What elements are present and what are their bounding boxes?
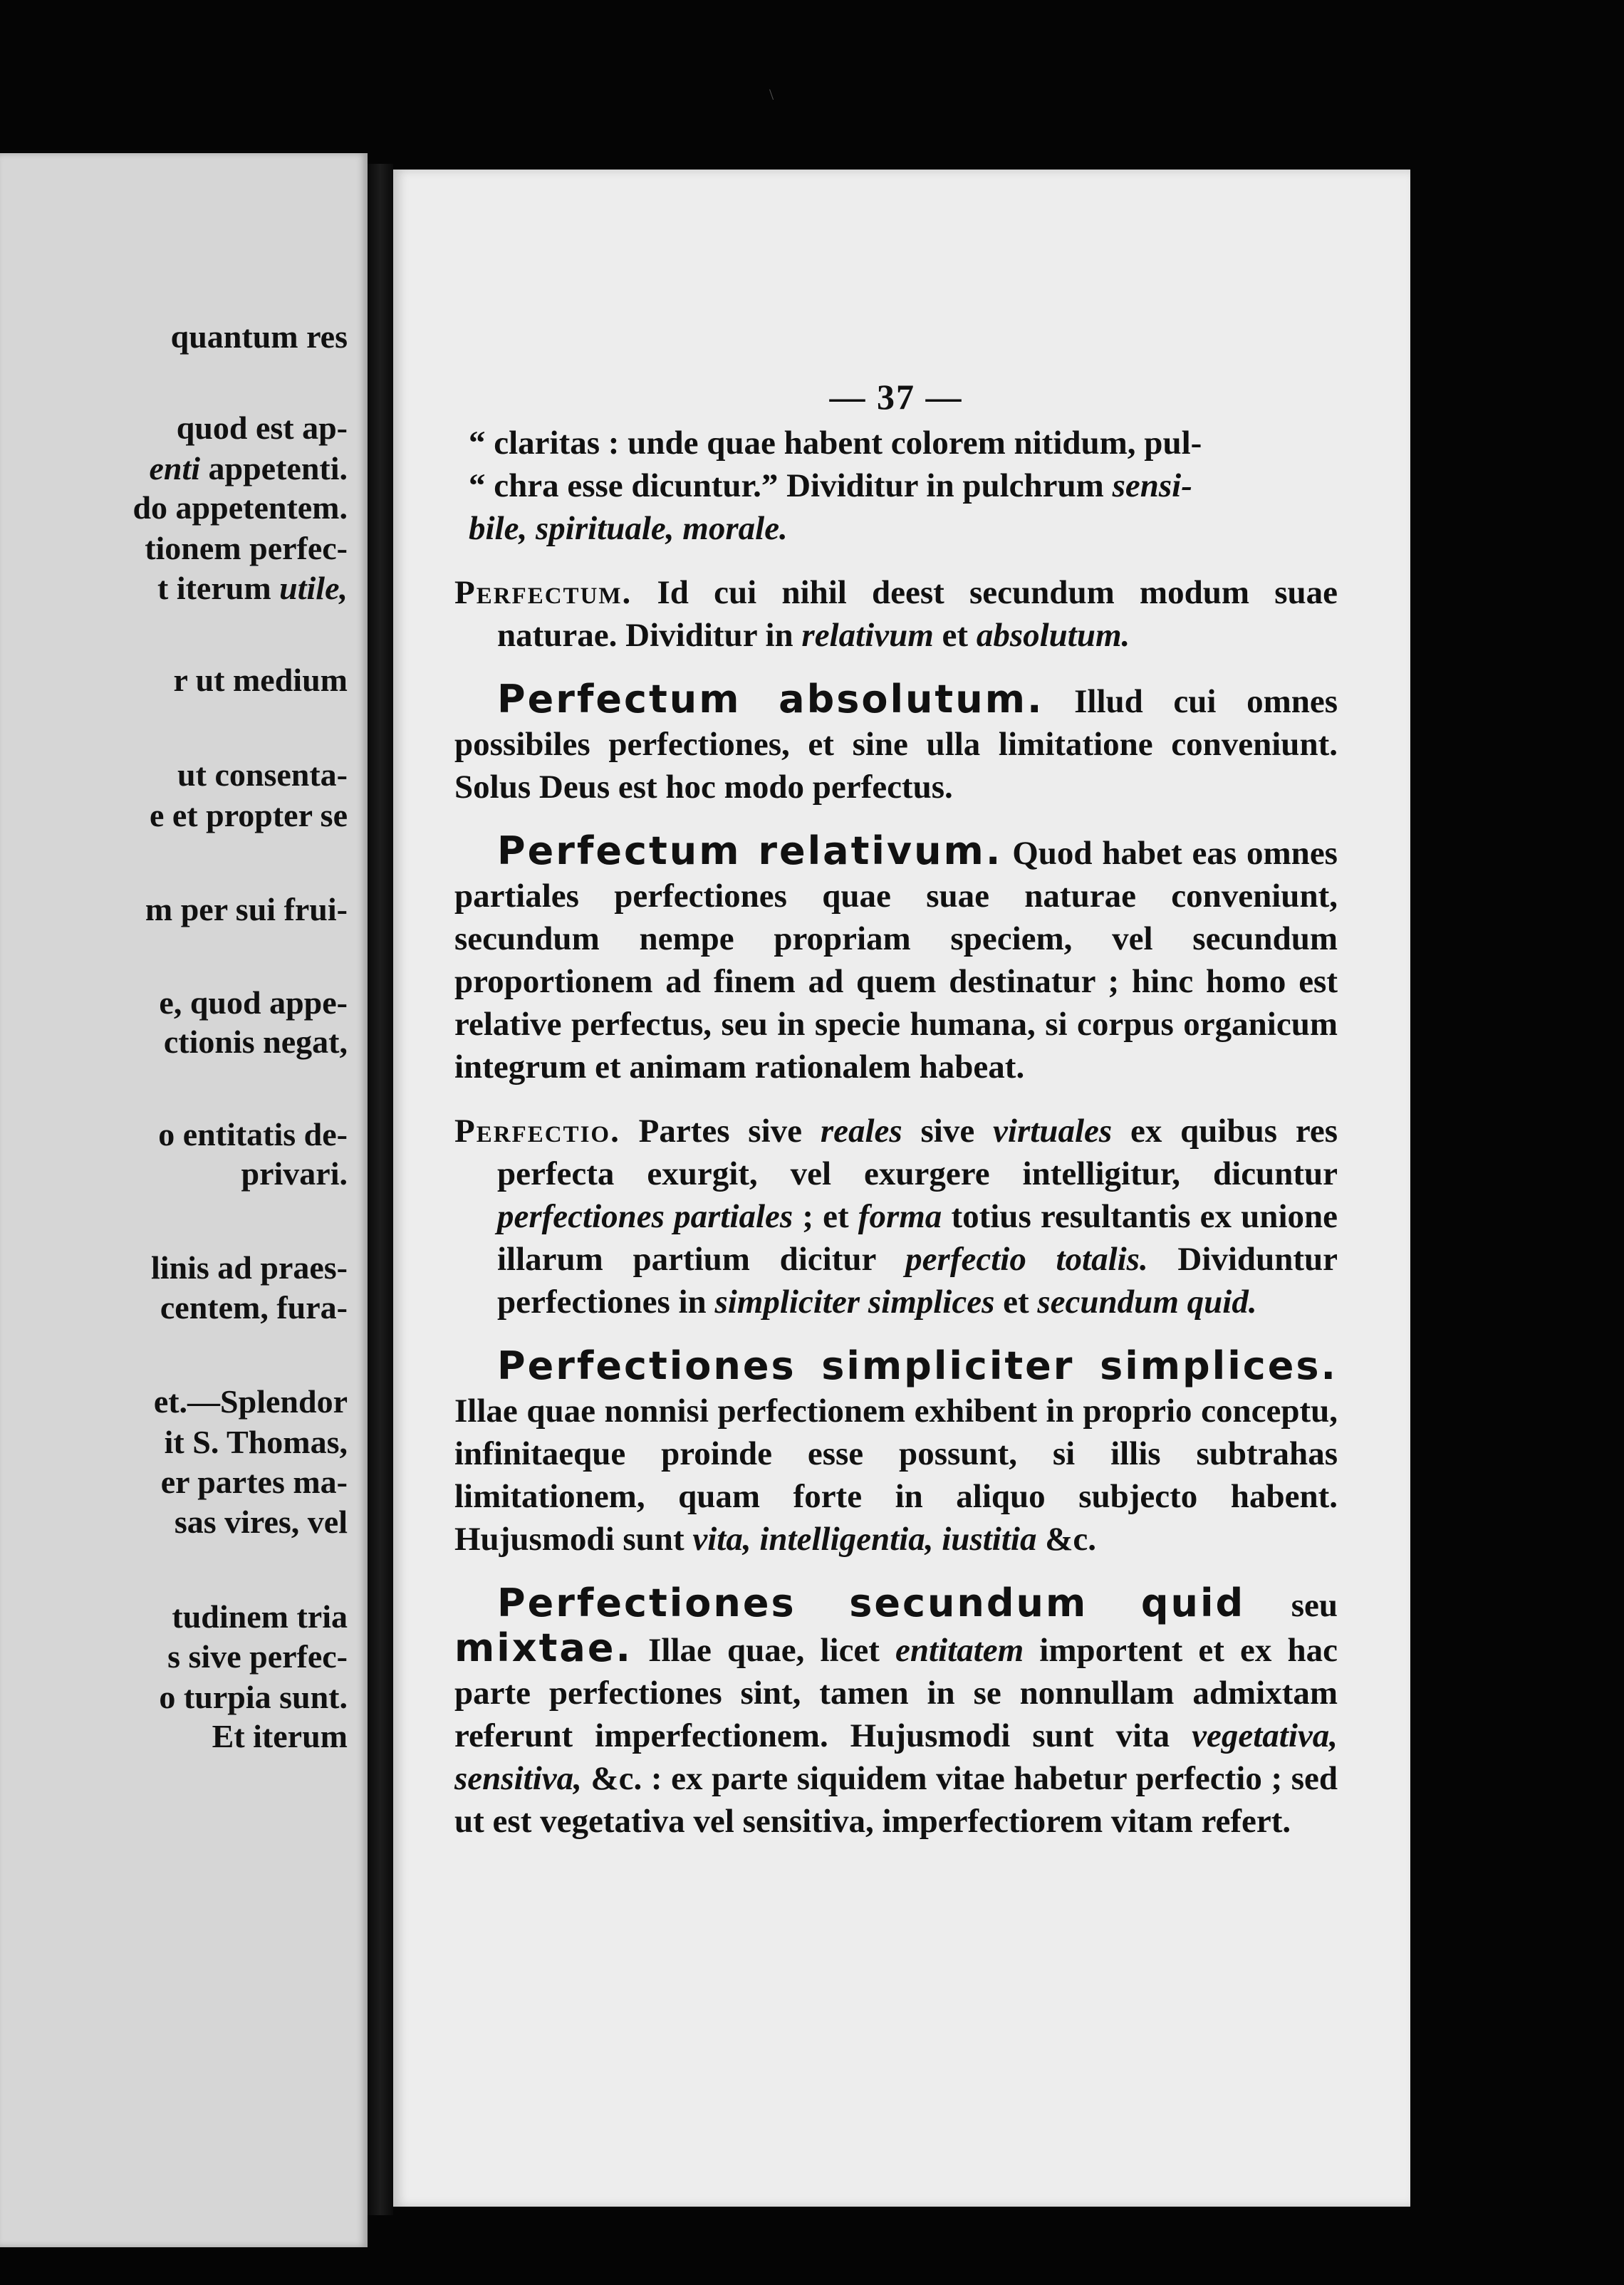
left-page-line <box>172 1600 348 1633</box>
left-page-line <box>157 572 348 605</box>
entry-text: importent et ex hac parte perfectiones sint, tamen in se nonnullam admixtam referunt imperfectionem. Hujusmodi sunt vita <box>454 1632 1338 1754</box>
entry-text: Illud cui omnes possibiles perfectiones, et sine ulla limitatione conveniunt. Solus Deus est hoc modo perfectus. <box>454 683 1338 806</box>
page-content <box>454 376 1338 1843</box>
quote-line-1: “ claritas : unde quae habent colorem nitidum, pul- <box>469 425 1202 462</box>
entry-italic: reales <box>820 1113 902 1150</box>
page-number: — 37 — <box>829 377 963 417</box>
left-page-line <box>145 532 348 565</box>
entry-text: Partes sive <box>620 1113 821 1150</box>
entry-relativum <box>454 830 1338 1088</box>
entry-italic: simpliciter simplices <box>714 1284 995 1321</box>
left-page-line <box>177 412 348 444</box>
left-page-text: o entitatis de- <box>158 1116 348 1152</box>
left-page-text: ctionis negat, <box>163 1024 348 1060</box>
left-page-line <box>161 1466 348 1499</box>
left-page-line <box>159 1681 348 1714</box>
entry-text: Quod habet eas omnes partiales perfectiones quae suae naturae conveniunt, secundum nempe propriam speciem, vel secundum proportionem ad finem ad quem destinatur ; hinc homo est relative perfectus, seu in specie humana, si corpus organicum integrum et animam rationalem habeat. <box>454 835 1338 1086</box>
entry-italic: perfectio totalis. <box>905 1241 1148 1278</box>
entry-absolutum <box>454 678 1338 808</box>
left-page-line <box>167 1640 348 1673</box>
left-page-line <box>177 756 348 793</box>
left-page-line <box>158 1118 348 1151</box>
entry-italic: forma <box>858 1198 942 1235</box>
left-page-text: tionem perfec- <box>145 530 348 566</box>
left-page-text: privari. <box>241 1155 348 1192</box>
left-page-line <box>159 984 348 1021</box>
entry-heading: Perfectiones simpliciter simplices. <box>497 1343 1338 1388</box>
left-page-text: m per sui frui- <box>145 891 348 927</box>
entry-text: ; et <box>793 1198 858 1235</box>
quote-paragraph <box>454 422 1338 550</box>
left-page-line <box>164 1026 348 1058</box>
left-page-line <box>170 318 348 355</box>
left-page-line <box>212 1720 348 1753</box>
left-page-text: appetenti. <box>200 450 348 486</box>
entry-text: &c. : ex parte siquidem vitae habetur perfectio ; sed ut est vegetativa vel sensitiva, imperfectiorem vitam refert. <box>454 1760 1338 1840</box>
entry-text: totius resultantis ex unione illarum partium dicitur <box>497 1198 1338 1278</box>
left-page-text: it S. Thomas, <box>164 1424 348 1460</box>
entry-italic: relativum <box>801 617 934 654</box>
left-page-text: r ut medium <box>173 662 348 698</box>
scan-mark: \ <box>769 85 774 103</box>
entry-text: Id cui nihil deest secundum modum suae naturae. Dividitur in <box>497 574 1338 654</box>
left-page-line <box>175 1506 348 1539</box>
entry-heading: Perfectiones secundum quid <box>497 1581 1246 1625</box>
left-page-text: linis ad praes- <box>150 1249 348 1286</box>
left-page-line <box>154 1385 348 1418</box>
left-page-line <box>160 1291 348 1324</box>
left-page-line <box>132 491 348 524</box>
left-page-text: er partes ma- <box>160 1464 348 1500</box>
entry-perfectum <box>454 571 1338 657</box>
left-page-text: Et iterum <box>212 1718 348 1754</box>
entry-heading: Perfectum relativum. <box>497 828 1003 873</box>
left-page-text: s sive perfec- <box>167 1638 348 1675</box>
left-page-line <box>150 799 348 832</box>
entry-term: Perfectum. <box>454 574 633 611</box>
entry-text: &c. <box>1036 1521 1096 1558</box>
entry-italic: perfectiones partiales <box>497 1198 793 1235</box>
entry-text: et <box>933 617 977 654</box>
left-page-text: sas vires, vel <box>174 1504 348 1540</box>
entry-text: Illae quae, licet <box>633 1632 896 1669</box>
entry-heading-2: mixtae. <box>454 1625 633 1670</box>
entry-text: Illae quae nonnisi perfectionem exhibent in proprio conceptu, infinitaeque proinde esse possunt, si illis subtrahas limitationem, quam forte in aliquo subjecto habent. Hujusmodi sunt <box>454 1393 1338 1558</box>
left-page-line <box>145 893 348 926</box>
entry-heading: Perfectum absolutum. <box>497 677 1044 722</box>
left-page-text: t iterum <box>157 570 280 606</box>
left-page-text: centem, fura- <box>160 1289 348 1326</box>
quote-line-3: bile, spirituale, morale. <box>469 510 788 547</box>
quote-line-2-italic: sensi- <box>1112 467 1192 504</box>
entry-italic: absolutum. <box>976 617 1130 654</box>
left-page-line <box>151 1251 348 1284</box>
left-page-italic: utile, <box>279 570 348 606</box>
left-page-text: quod est ap- <box>176 410 348 446</box>
entry-italic: virtuales <box>993 1113 1113 1150</box>
entry-text: et <box>994 1284 1038 1321</box>
entry-secundum-quid <box>454 1582 1338 1843</box>
left-page-text: quantum res <box>170 318 348 355</box>
left-page-line <box>241 1157 348 1190</box>
left-page-text: ut consenta- <box>177 756 348 793</box>
left-page-text: e, quod appe- <box>159 984 348 1021</box>
entry-perfectio <box>454 1110 1338 1323</box>
left-page <box>0 153 368 2247</box>
entry-italic: entitatem <box>895 1632 1024 1669</box>
left-page-italic: enti <box>149 450 200 486</box>
entry-text: ex quibus res perfecta exurgit, vel exurgere intelligitur, dicuntur <box>497 1113 1338 1192</box>
left-page-text: o turpia sunt. <box>159 1679 348 1715</box>
quote-line-2: “ chra esse dicuntur.” Dividitur in pulchrum <box>469 467 1113 504</box>
left-page-text: do appetentem. <box>132 489 348 526</box>
book-gutter <box>368 164 393 2215</box>
left-page-text: et.—Splendor <box>153 1383 348 1420</box>
left-page-line <box>149 452 348 485</box>
left-page-line <box>165 1426 348 1459</box>
entry-text: sive <box>902 1113 994 1150</box>
left-page-line <box>174 664 348 697</box>
entry-simplices <box>454 1345 1338 1561</box>
right-page <box>393 170 1410 2207</box>
entry-italic: secundum quid. <box>1037 1284 1257 1321</box>
entry-text: Dividuntur perfectiones in <box>497 1241 1338 1321</box>
left-page-text: tudinem tria <box>172 1598 348 1635</box>
left-page-text: e et propter se <box>149 797 348 833</box>
entry-term: Perfectio. <box>454 1113 620 1150</box>
entry-italic: vegetativa, sensitiva, <box>454 1717 1338 1797</box>
entry-heading-plain: seu <box>1245 1587 1338 1624</box>
entry-italic: vita, intelligentia, iustitia <box>692 1521 1037 1558</box>
